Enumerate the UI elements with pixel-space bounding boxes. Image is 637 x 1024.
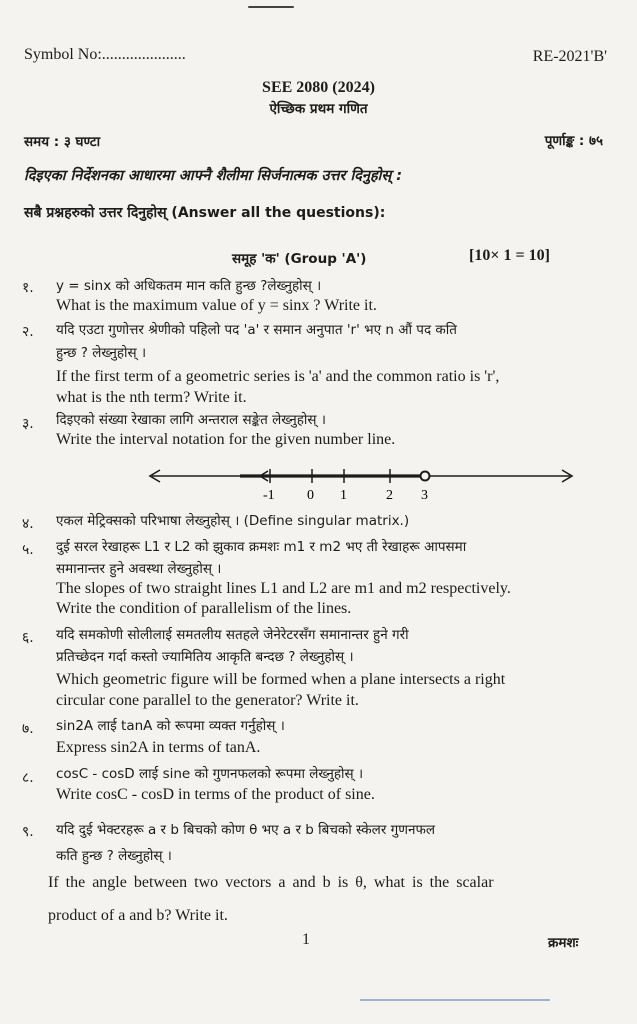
question-number: ४. [22,516,34,532]
question-number: ७. [22,721,34,737]
tick-label: 3 [421,488,428,503]
question-text-english: What is the maximum value of y = sinx ? Write it. [56,297,377,314]
tick-label: 2 [386,488,393,503]
question-number: ५. [22,542,34,558]
question-number: २. [22,324,34,340]
tick-label: 1 [340,488,347,503]
question-text-nepali: cosC - cosD लाई sine को गुणनफलको रूपमा लेख्नुहोस् । [56,766,364,782]
question-text-nepali: y = sinx को अधिकतम मान कति हुन्छ ?लेख्नुहोस् । [56,278,322,294]
tick-label: -1 [263,488,275,503]
question-number: ६. [22,630,34,646]
question-text-nepali: दिइएको संख्या रेखाका लागि अन्तराल सङ्केत लेख्नुहोस् । [56,412,326,428]
question-number: ३. [22,416,34,432]
page-number: 1 [302,931,310,948]
question-text-english: If the first term of a geometric series is 'a' and the common ratio is 'r', [56,368,500,385]
question-text-english: Which geometric figure will be formed when a plane intersects a right [56,671,506,688]
question-text-nepali: प्रतिच्छेदन गर्दा कस्तो ज्यामितिय आकृति बन्दछ ? लेख्नुहोस् । [56,649,354,665]
tick-label: 0 [307,488,314,503]
question-number: १. [22,280,34,296]
group-title: समूह 'क' (Group 'A') [232,251,367,267]
question-text-nepali: समानान्तर हुने अवस्था लेख्नुहोस् । [56,561,222,577]
scan-mark [360,999,550,1001]
group-marks: [10× 1 = 10] [469,247,550,264]
paper-code: RE-2021'B' [532,48,607,65]
question-text-nepali: कति हुन्छ ? लेख्नुहोस् । [56,848,172,864]
number-line-figure [140,458,580,506]
question-text-nepali: यदि एउटा गुणोत्तर श्रेणीको पहिलो पद 'a' र समान अनुपात 'r' भए n औं पद कति [56,322,457,338]
question-text-english: circular cone parallel to the generator? Write it. [56,692,359,709]
question-text-english: If the angle between two vectors a and b is θ, what is the scalar [48,874,494,891]
question-text-english: The slopes of two straight lines L1 and L2 are m1 and m2 respectively. [56,580,511,597]
question-text-nepali: यदि दुई भेक्टरहरू a र b बिचको कोण θ भए a र b बिचको स्केलर गुणनफल [56,822,436,838]
question-text-nepali: दुई सरल रेखाहरू L1 र L2 को झुकाव क्रमशः m1 र m2 भए ती रेखाहरू आपसमा [56,539,467,555]
question-number: ८. [22,770,34,786]
question-text-english: product of a and b? Write it. [48,907,228,924]
symbol-number: Symbol No:..................... [24,46,186,63]
subject-title: ऐच्छिक प्रथम गणित [269,101,368,117]
time-allowed: समय : ३ घण्टा [24,134,101,150]
answer-all-instruction: सबै प्रश्नहरुको उत्तर दिनुहोस् (Answer all the questions): [24,205,386,221]
question-text-nepali: एकल मेट्रिक्सको परिभाषा लेख्नुहोस् । (Define singular matrix.) [56,513,410,529]
question-text-english: Write cosC - cosD in terms of the product of sine. [56,786,375,803]
continued-label: क्रमशः [548,935,579,951]
question-text-english: Express sin2A in terms of tanA. [56,739,261,756]
question-text-english: Write the condition of parallelism of the lines. [56,600,352,617]
full-marks: पूर्णाङ्क : ७५ [544,133,603,149]
exam-title: SEE 2080 (2024) [262,79,375,96]
question-text-nepali: हुन्छ ? लेख्नुहोस् । [56,345,147,361]
question-text-english: Write the interval notation for the given number line. [56,431,396,448]
general-instruction: दिइएका निर्देशनका आधारमा आफ्नै शैलीमा सिर्जनात्मक उत्तर दिनुहोस् : [24,168,403,184]
open-circle-endpoint [421,472,430,481]
question-text-nepali: यदि समकोणी सोलीलाई समतलीय सतहले जेनेरेटरसँग समानान्तर हुने गरी [56,627,409,643]
scan-mark [248,6,294,8]
question-text-english: what is the nth term? Write it. [56,389,247,406]
question-text-nepali: sin2A लाई tanA को रूपमा व्यक्त गर्नुहोस् । [56,718,285,734]
question-number: ९. [22,824,34,840]
